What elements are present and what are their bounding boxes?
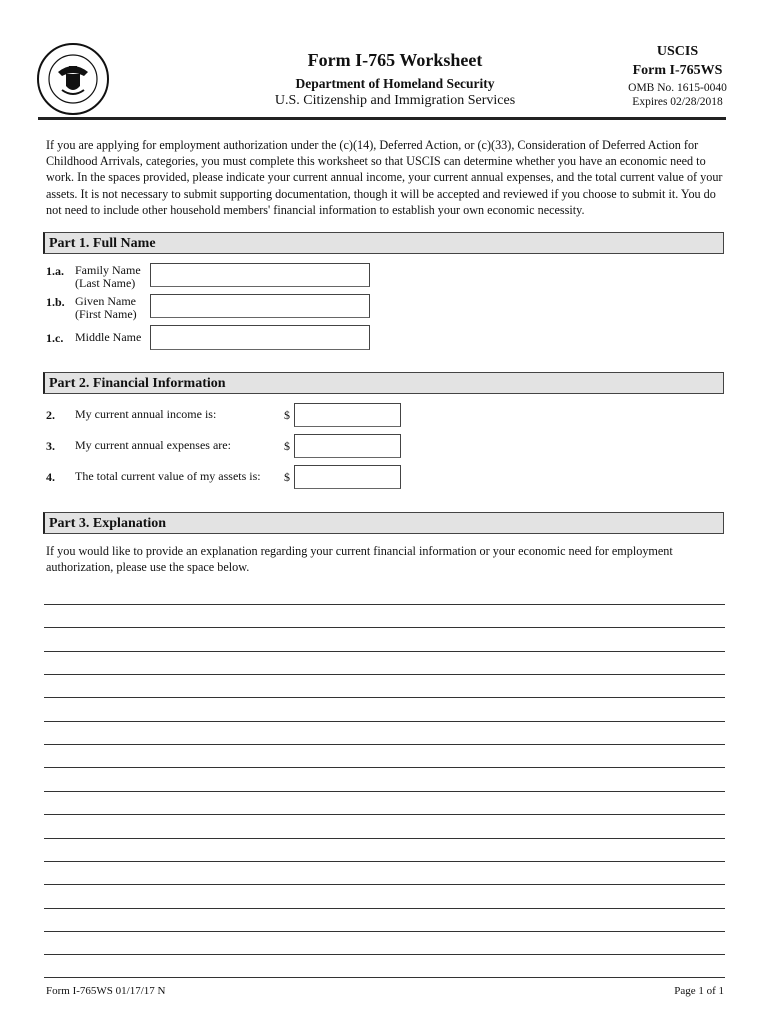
writing-line (44, 838, 725, 839)
field-number: 2. (46, 408, 55, 422)
label-text: Given Name (75, 294, 136, 308)
expiration-date: Expires 02/28/2018 (632, 96, 723, 108)
dhs-seal-icon (36, 42, 110, 116)
income-input[interactable] (294, 403, 401, 427)
footer-divider (44, 977, 725, 978)
label-sub: (Last Name) (75, 276, 136, 290)
family-name-label (75, 264, 141, 290)
dollar-sign: $ (284, 408, 290, 422)
form-title: Form I-765 Worksheet (307, 50, 483, 70)
label-sub: (First Name) (75, 307, 137, 321)
income-label: My current annual income is: (75, 407, 217, 421)
writing-line (44, 674, 725, 675)
writing-line (44, 908, 725, 909)
agency-name: U.S. Citizenship and Immigration Services (274, 93, 516, 108)
intro-text: If you are applying for employment authorization under the (c)(14), Deferred Action, or (c)(33), Consideration of Deferred Action for Childhood Arrivals, categories, you must complete this worksheet so that USCIS can determine whether you have an economic need to work. In the spaces provided, please indicate your current annual income, your current annual expenses, and the total current value of your assets. It is not necessary to submit supporting documentation, though it will be accepted and reviewed if you choose to submit it. You do not need to include other household members' financial information to establish your own economic necessity. (46, 138, 723, 217)
form-id: Form I-765WS (632, 63, 723, 78)
writing-line (44, 604, 725, 605)
writing-line (44, 791, 725, 792)
field-number: 4. (46, 470, 55, 484)
writing-line (44, 744, 725, 745)
writing-line (44, 814, 725, 815)
part3-instructions: If you would like to provide an explanation regarding your current financial information or your economic need for employment authorization, please use the space below. (46, 544, 673, 575)
header-divider (38, 117, 726, 120)
department-name: Department of Homeland Security (295, 76, 495, 91)
footer-form-id: Form I-765WS 01/17/17 N (46, 985, 166, 997)
omb-number: OMB No. 1615-0040 (628, 82, 727, 94)
expenses-input[interactable] (294, 434, 401, 458)
page-number: Page 1 of 1 (674, 985, 724, 997)
writing-line (44, 861, 725, 862)
explanation-area[interactable] (44, 585, 725, 957)
part1-header: Part 1. Full Name (43, 232, 724, 254)
field-number: 3. (46, 439, 55, 453)
writing-line (44, 697, 725, 698)
writing-line (44, 931, 725, 932)
writing-line (44, 627, 725, 628)
writing-line (44, 884, 725, 885)
agency-short: USCIS (656, 44, 699, 59)
family-name-input[interactable] (150, 263, 370, 287)
writing-line (44, 721, 725, 722)
dollar-sign: $ (284, 470, 290, 484)
middle-name-label: Middle Name (75, 330, 142, 344)
middle-name-input[interactable] (150, 325, 370, 350)
dollar-sign: $ (284, 439, 290, 453)
assets-label: The total current value of my assets is: (75, 469, 261, 483)
writing-line (44, 651, 725, 652)
expenses-label: My current annual expenses are: (75, 438, 231, 452)
writing-line (44, 767, 725, 768)
given-name-input[interactable] (150, 294, 370, 318)
assets-input[interactable] (294, 465, 401, 489)
writing-line (44, 954, 725, 955)
label-text: Family Name (75, 263, 141, 277)
part2-header: Part 2. Financial Information (43, 372, 724, 394)
field-number: 1.a. (46, 264, 64, 278)
field-number: 1.c. (46, 331, 64, 345)
part3-header: Part 3. Explanation (43, 512, 724, 534)
given-name-label (75, 295, 137, 321)
field-number: 1.b. (46, 295, 65, 309)
